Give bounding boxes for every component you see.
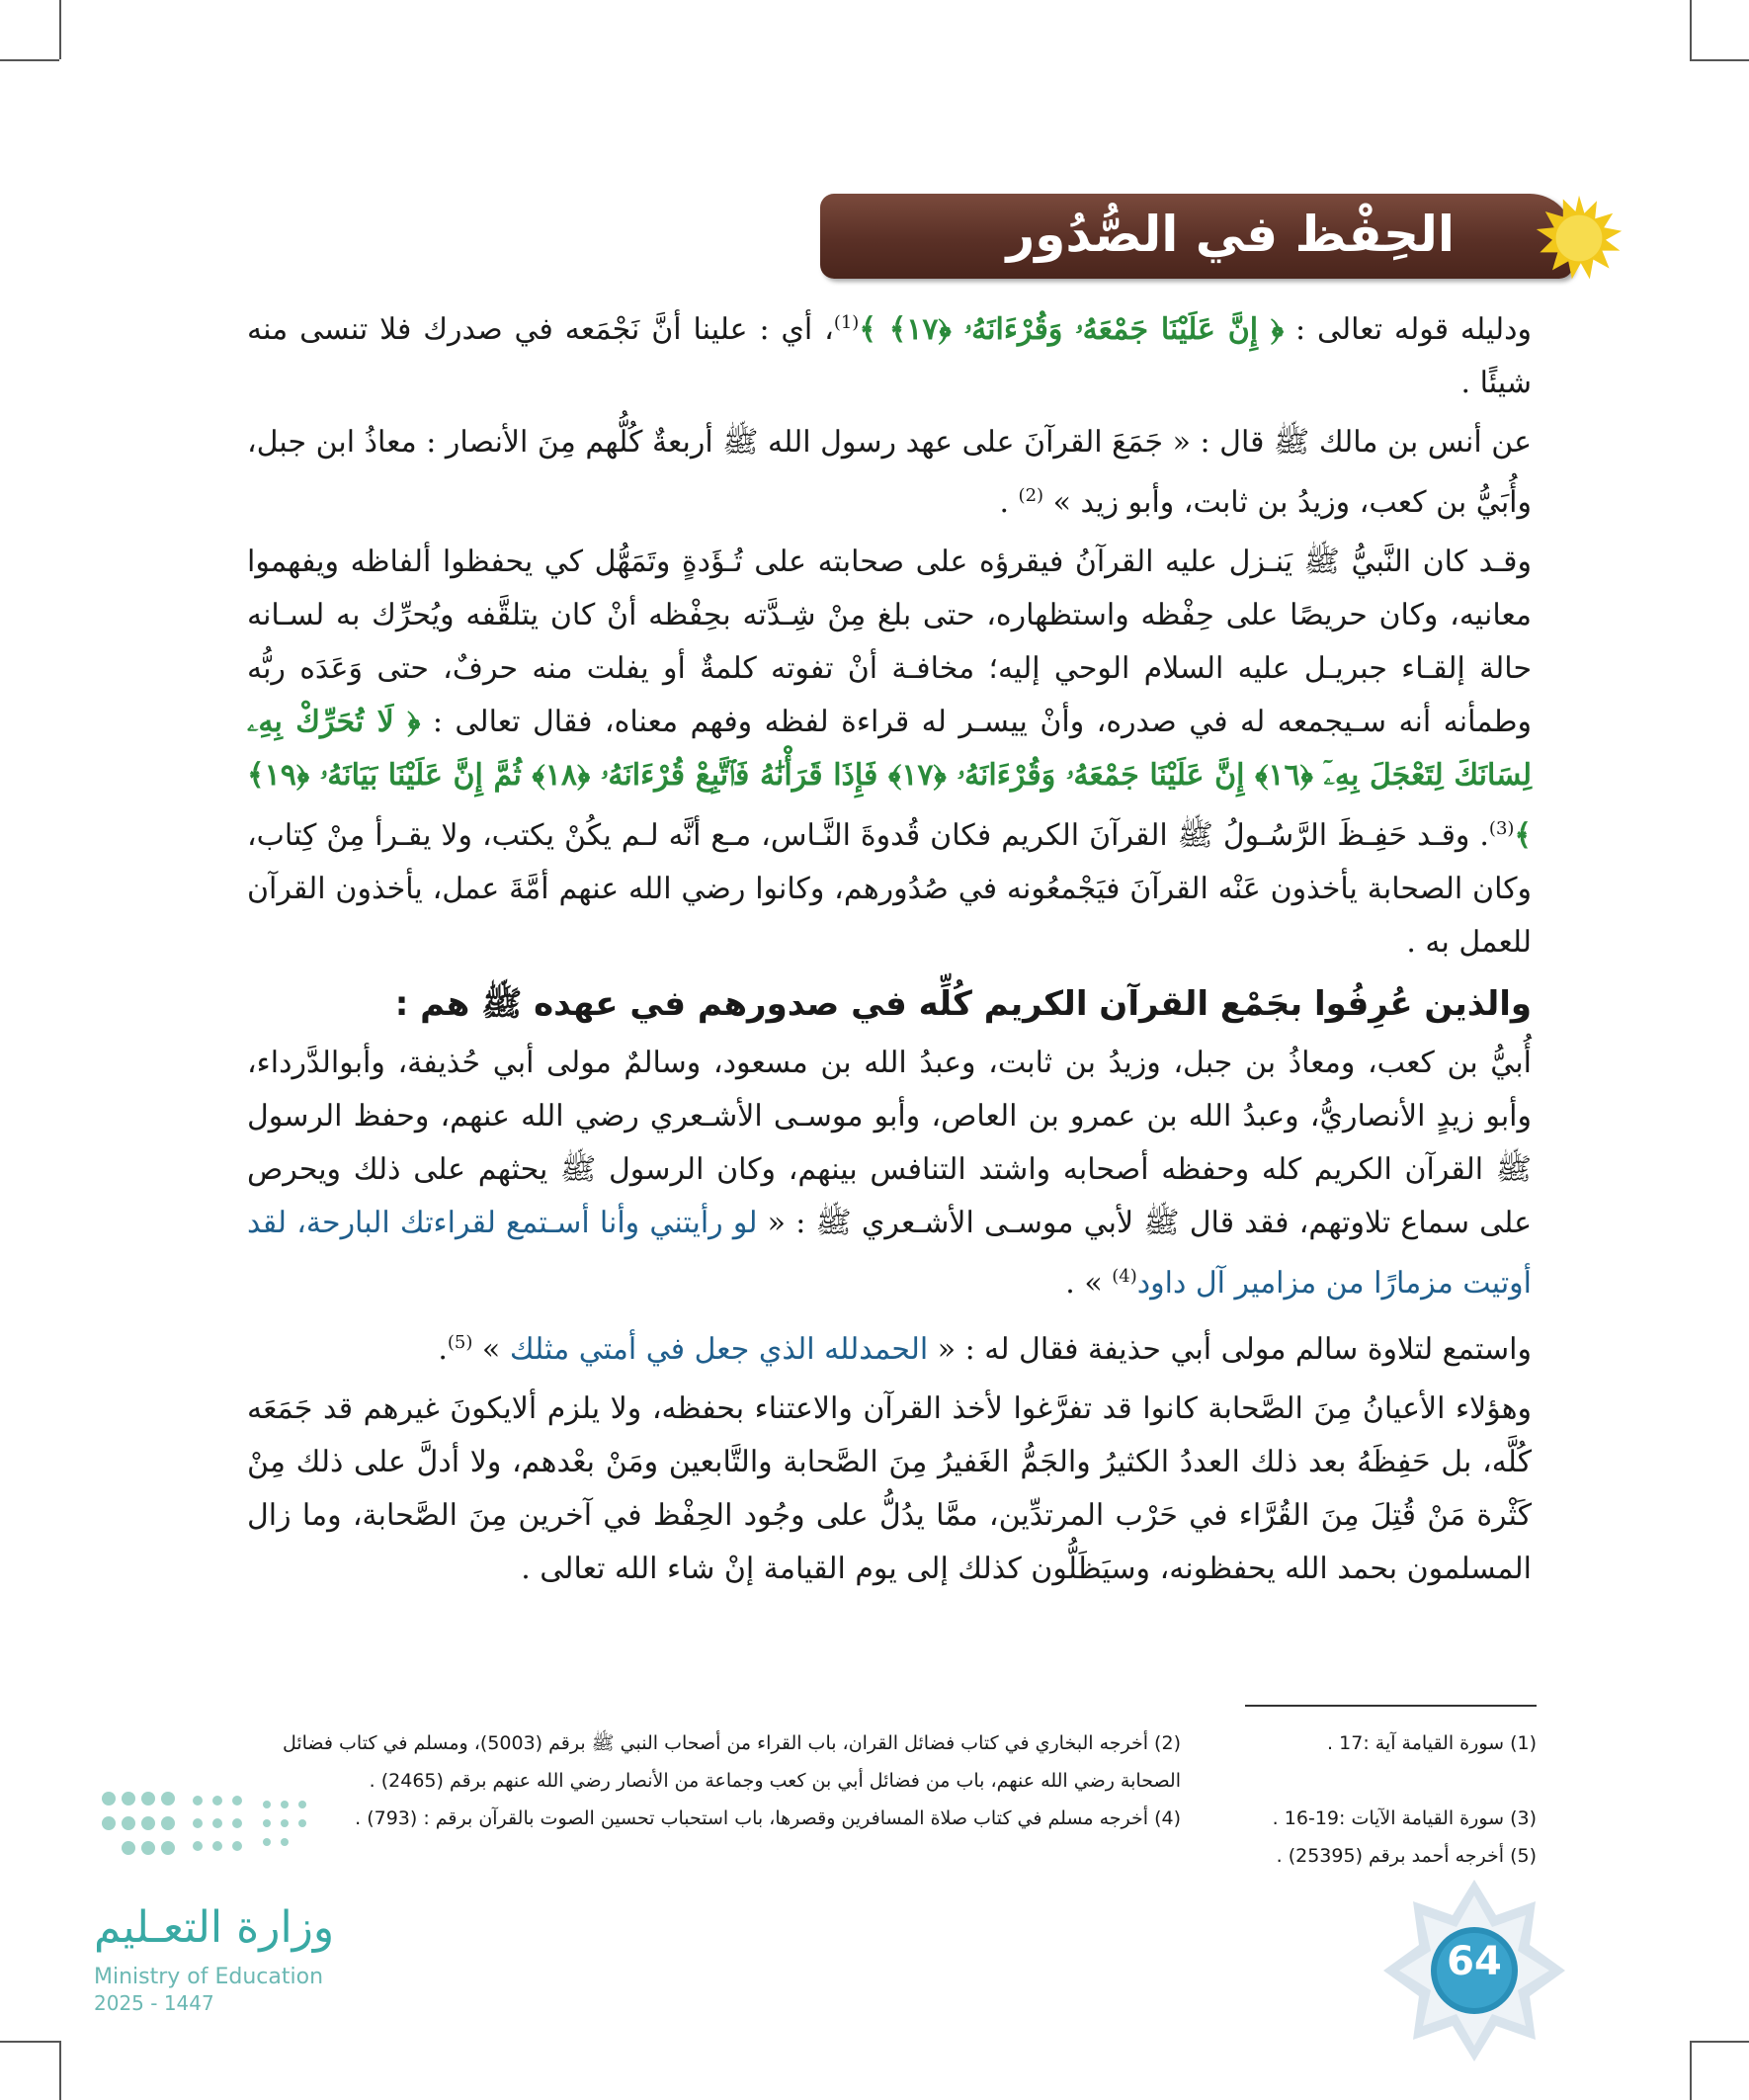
footnote: (2) أخرجه البخاري في كتاب فضائل القران، باب القراء من أصحاب النبي ﷺ برقم (5003)، ومسلم في كتاب فضائل الصحابة رضي الله عنهم، باب من فضائل أبي بن كعب وجماعة من الأنصار رضي الله عنهم برقم (2465) .: [282, 1732, 1181, 1792]
footnote-row: [247, 1724, 1537, 1800]
footnote-row: [247, 1837, 1537, 1875]
hadith-quote: لو رأيتني وأنا أسـتمع لقراءتك البارحة، لقد أوتيت مزمارًا من مزامير آل داود: [247, 1206, 1532, 1301]
page-number: 64: [1447, 1939, 1502, 1984]
text: أُبيُّ بن كعب، ومعاذُ بن جبل، وزيدُ بن ثابت، وعبدُ الله بن مسعود، وسالمٌ مولى أبي حُذيفة، وأبوالدَّرداء، وأبو زيدٍ الأنصاريُّ، وعبدُ الله بن عمرو بن العاص، وأبو موسـى الأشـعري رضي الله عنهم، وحفظ الرسول ﷺ القرآن الكريم كله وحفظه أصحابه واشتد التنافس بينهم، وكان الرسول ﷺ يحثهم على ذلك ويحرص على سماع تلاوتهم، فقد قال ﷺ لأبي موسـى الأشـعري ﷺ : «: [247, 1046, 1532, 1240]
footnote: (3) سورة القيامة الآيات :19-16 .: [1272, 1807, 1537, 1829]
text: .: [438, 1332, 448, 1367]
text: » .: [1065, 1266, 1113, 1301]
crop-mark: [59, 0, 61, 59]
text: »: [472, 1332, 510, 1367]
ministry-year: 2025 - 1447: [94, 1991, 214, 2015]
text: وهؤلاء الأعيانُ مِنَ الصَّحابة كانوا قد تفرَّغوا لأخذ القرآن والاعتناء بحفظه، ولا يلزم ألايكونَ غيرهم قد جَمَعَه كُلَّه، بل حَفِظَهُ بعد ذلك العددُ الكثيرُ والجَمُّ الغَفيرُ مِنَ الصَّحابة والتَّابعين ومَنْ بعْدهم، ولا أدلَّ على ذلك مِنْ كَثْرة مَنْ قُتِلَ مِنَ القُرَّاء في حَرْب المرتدِّين، ممَّا يدُلُّ على وجُود الحِفْظ في آخرين مِنَ الصَّحابة، وما زال المسلمون بحمد الله يحفظونه، وسيَظَلُّون كذلك إلى يوم القيامة إنْ شاء الله تعالى .: [247, 1391, 1532, 1586]
text: عن أنس بن مالك ﷺ قال : « جَمَعَ القرآنَ على عهد رسول الله ﷺ أربعةٌ كُلُّهم مِنَ الأنصار : معاذُ ابن جبل، وأُبَيُّ بن كعب، وزيدُ بن ثابت، وأبو زيد »: [247, 425, 1532, 520]
footnotes: [247, 1724, 1537, 1875]
section-heading: والذين عُرِفُوا بجَمْع القرآن الكريم كُلِّه في صدورهم في عهده ﷺ هم :: [394, 984, 1532, 1024]
footnote-ref: (4): [1112, 1266, 1137, 1287]
paragraph: [247, 1316, 1532, 1377]
text: واستمع لتلاوة سالم مولى أبي حذيفة فقال له : «: [928, 1332, 1532, 1367]
crop-mark: [1690, 0, 1692, 59]
footnote-row: [247, 1800, 1537, 1837]
crop-mark: [0, 2041, 59, 2043]
quran-verse: ﴿ إِنَّ عَلَيْنَا جَمْعَهُۥ وَقُرْءَانَهُۥ ﴿١٧﴾ ﴾: [859, 312, 1285, 347]
text: ودليله قوله تعالى :: [1284, 312, 1532, 347]
hadith-quote: الحمدلله الذي جعل في أمتي مثلك: [509, 1332, 929, 1367]
text: . وقـد حَفِـظَ الرَّسُـولُ ﷺ القرآنَ الكريم فكان قُدوةَ النَّـاس، مـع أنَّه لـم يكُنْ يكتب، ولا يقـرأ مِنْ كِتاب، وكان الصحابة يأخذون عَنْه القرآنَ فيَجْمعُونه في صُدُورهم، وكانوا رضي الله عنهم أمَّةَ عمل، يأخذون القرآن للعمل به .: [247, 818, 1532, 960]
paragraph: عن أنس بن مالك ﷺ قال : « جَمَعَ القرآنَ على عهد رسول الله ﷺ أربعةٌ كُلُّهم مِنَ الأنصار : معاذُ ابن جبل، وأُبَيُّ بن كعب، وزيدُ بن ثابت، وأبو زيد » $^{(2)}$ .: [247, 425, 1532, 520]
section-title-bar: [820, 194, 1573, 279]
section-title: الحِفْظ في الصُّدُور: [1006, 206, 1455, 263]
paragraph: [247, 536, 1532, 969]
text: ، أي : علينا أنَّ نَجْمَعه في صدرك فلا تنسى منه شيئًا .: [247, 312, 1532, 400]
footnote-ref: (1): [833, 312, 860, 333]
paragraph: [247, 1037, 1532, 1310]
ministry-logo-icon: [89, 1779, 316, 1868]
paragraph: [247, 1383, 1532, 1596]
paragraph: [247, 296, 1532, 410]
footnote-ref: (5): [447, 1332, 473, 1353]
text: وقـد كان النَّبيُّ ﷺ يَنـزل عليه القرآنُ فيقرؤه على صحابته على تُـؤَدةٍ وتَمَهُّل كي يحفظوا ألفاظه ويفهموا معانيه، وكان حريصًا على حِفْظه واستظهاره، حتى بلغ مِنْ شِـدَّته بحِفْظه أنْ كان يتلقَّفه ويُحرِّك به لسـانه حالة إلقـاء جبريـل عليه السلام الوحي إليه؛ مخافـة أنْ تفوته كلمةٌ أو يفلت منه حرفٌ، حتى وَعَدَه ربُّه وطمأنه أنه سـيجمعه له في صدره، وأنْ ييسـر له قراءة لفظه وفهم معناه، فقال تعالى :: [247, 545, 1532, 739]
footnote-ref: (2): [1018, 485, 1044, 506]
ministry-name-ar: وزارة التعـليم: [94, 1902, 335, 1953]
crop-mark: [59, 2041, 61, 2100]
crop-mark: [1690, 59, 1749, 61]
crop-mark: [1690, 2041, 1749, 2043]
footnote: (5) أخرجه أحمد برقم (25395) .: [1276, 1845, 1537, 1867]
main-body: [247, 296, 1532, 1602]
ministry-name-en: Ministry of Education: [94, 1965, 324, 1989]
sun-icon: [1535, 194, 1624, 283]
crop-mark: [1690, 2041, 1692, 2100]
crop-mark: [0, 59, 59, 61]
footnote: (1) سورة القيامة آية :17 .: [1327, 1732, 1537, 1754]
footnote-ref: (3): [1488, 818, 1515, 839]
footnote: (4) أخرجه مسلم في كتاب صلاة المسافرين وقصرها، باب استحباب تحسين الصوت بالقرآن برقم : (793) .: [355, 1807, 1181, 1829]
footnote-divider: [1245, 1705, 1537, 1707]
quran-verse: ﴿ لَا تُحَرِّكْ بِهِۦ لِسَانَكَ لِتَعْجَلَ بِهِۦٓ ﴿١٦﴾ إِنَّ عَلَيْنَا جَمْعَهُۥ وَقُرْءَانَهُۥ ﴿١٧﴾ فَإِذَا قَرَأْنَٰهُ فَٱتَّبِعْ قُرْءَانَهُۥ ﴿١٨﴾ ثُمَّ إِنَّ عَلَيْنَا بَيَانَهُۥ ﴿١٩﴾ ﴾: [247, 705, 1532, 853]
